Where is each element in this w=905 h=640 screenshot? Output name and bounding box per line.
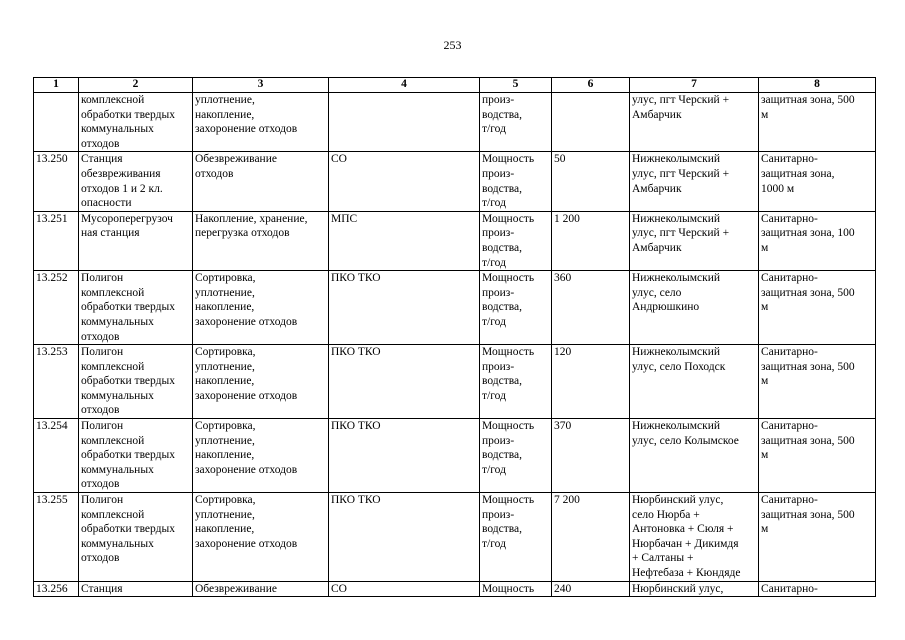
facility-function: уплотнение, накопление, захоронение отходов	[193, 93, 329, 152]
facility-name: Полигон комплексной обработки твердых коммунальных отходов	[79, 493, 193, 582]
table-row	[34, 493, 876, 582]
facility-function: Сортировка, уплотнение, накопление, захоронение отходов	[193, 271, 329, 345]
facility-name: Полигон комплексной обработки твердых коммунальных отходов	[79, 271, 193, 345]
capacity-label: Мощность произ- водства, т/год	[480, 271, 552, 345]
protection-zone: Санитарно- защитная зона, 500 м	[759, 419, 876, 493]
row-number: 13.255	[34, 493, 79, 582]
facility-name: Полигон комплексной обработки твердых коммунальных отходов	[79, 345, 193, 419]
facility-name: комплексной обработки твердых коммунальных отходов	[79, 93, 193, 152]
column-header: 5	[480, 78, 552, 93]
row-number	[34, 93, 79, 152]
facility-function: Сортировка, уплотнение, накопление, захоронение отходов	[193, 345, 329, 419]
facility-location: Нижнеколымский улус, пгт Черский + Амбарчик	[630, 152, 759, 211]
row-number: 13.253	[34, 345, 79, 419]
protection-zone: Санитарно- защитная зона, 500 м	[759, 271, 876, 345]
facility-name: Полигон комплексной обработки твердых коммунальных отходов	[79, 419, 193, 493]
column-header: 1	[34, 78, 79, 93]
capacity-value: 50	[552, 152, 630, 211]
facility-function: Сортировка, уплотнение, накопление, захоронение отходов	[193, 419, 329, 493]
row-number: 13.250	[34, 152, 79, 211]
column-header: 7	[630, 78, 759, 93]
row-number: 13.254	[34, 419, 79, 493]
facility-function: Обезвреживание отходов	[193, 152, 329, 211]
protection-zone: Санитарно- защитная зона, 1000 м	[759, 152, 876, 211]
facility-location: Нижнеколымский улус, пгт Черский + Амбарчик	[630, 211, 759, 270]
facility-type: СО	[329, 581, 480, 597]
row-number: 13.252	[34, 271, 79, 345]
facility-location: Нижнеколымский улус, село Колымское	[630, 419, 759, 493]
table-row	[34, 152, 876, 211]
facility-location: Нюрбинский улус, село Нюрба + Антоновка + Сюля + Нюрбачан + Дикимдя + Салтаны + Нефтебаза + Кюндяде	[630, 493, 759, 582]
facility-type: СО	[329, 152, 480, 211]
capacity-value: 360	[552, 271, 630, 345]
facility-type	[329, 93, 480, 152]
protection-zone: Санитарно-	[759, 581, 876, 597]
capacity-label: Мощность произ- водства, т/год	[480, 419, 552, 493]
protection-zone: Санитарно- защитная зона, 100 м	[759, 211, 876, 270]
table-row	[34, 581, 876, 597]
table-row	[34, 211, 876, 270]
facilities-table	[33, 77, 876, 597]
column-header: 8	[759, 78, 876, 93]
table-row	[34, 419, 876, 493]
capacity-label: произ- водства, т/год	[480, 93, 552, 152]
capacity-label: Мощность	[480, 581, 552, 597]
facility-location: Нижнеколымский улус, село Походск	[630, 345, 759, 419]
facility-location: Нюрбинский улус,	[630, 581, 759, 597]
protection-zone: Санитарно- защитная зона, 500 м	[759, 493, 876, 582]
column-header: 3	[193, 78, 329, 93]
facility-function: Накопление, хранение, перегрузка отходов	[193, 211, 329, 270]
row-number: 13.251	[34, 211, 79, 270]
row-number: 13.256	[34, 581, 79, 597]
facility-name: Мусороперегрузоч ная станция	[79, 211, 193, 270]
capacity-label: Мощность произ- водства, т/год	[480, 211, 552, 270]
facility-function: Сортировка, уплотнение, накопление, захоронение отходов	[193, 493, 329, 582]
header-row	[34, 78, 876, 93]
facility-type: ПКО ТКО	[329, 271, 480, 345]
facility-type: МПС	[329, 211, 480, 270]
facility-name: Станция	[79, 581, 193, 597]
column-header: 4	[329, 78, 480, 93]
table-row	[34, 345, 876, 419]
protection-zone: защитная зона, 500 м	[759, 93, 876, 152]
protection-zone: Санитарно- защитная зона, 500 м	[759, 345, 876, 419]
column-header: 6	[552, 78, 630, 93]
facility-type: ПКО ТКО	[329, 493, 480, 582]
capacity-value: 240	[552, 581, 630, 597]
table-row	[34, 93, 876, 152]
page-number: 253	[443, 38, 462, 52]
facility-location: Нижнеколымский улус, село Андрюшкино	[630, 271, 759, 345]
facility-type: ПКО ТКО	[329, 345, 480, 419]
column-header: 2	[79, 78, 193, 93]
facility-type: ПКО ТКО	[329, 419, 480, 493]
facility-function: Обезвреживание	[193, 581, 329, 597]
facility-name: Станция обезвреживания отходов 1 и 2 кл. опасности	[79, 152, 193, 211]
capacity-value	[552, 93, 630, 152]
capacity-value: 1 200	[552, 211, 630, 270]
capacity-label: Мощность произ- водства, т/год	[480, 345, 552, 419]
capacity-label: Мощность произ- водства, т/год	[480, 493, 552, 582]
capacity-label: Мощность произ- водства, т/год	[480, 152, 552, 211]
facility-location: улус, пгт Черский + Амбарчик	[630, 93, 759, 152]
capacity-value: 370	[552, 419, 630, 493]
table-row	[34, 271, 876, 345]
capacity-value: 7 200	[552, 493, 630, 582]
capacity-value: 120	[552, 345, 630, 419]
